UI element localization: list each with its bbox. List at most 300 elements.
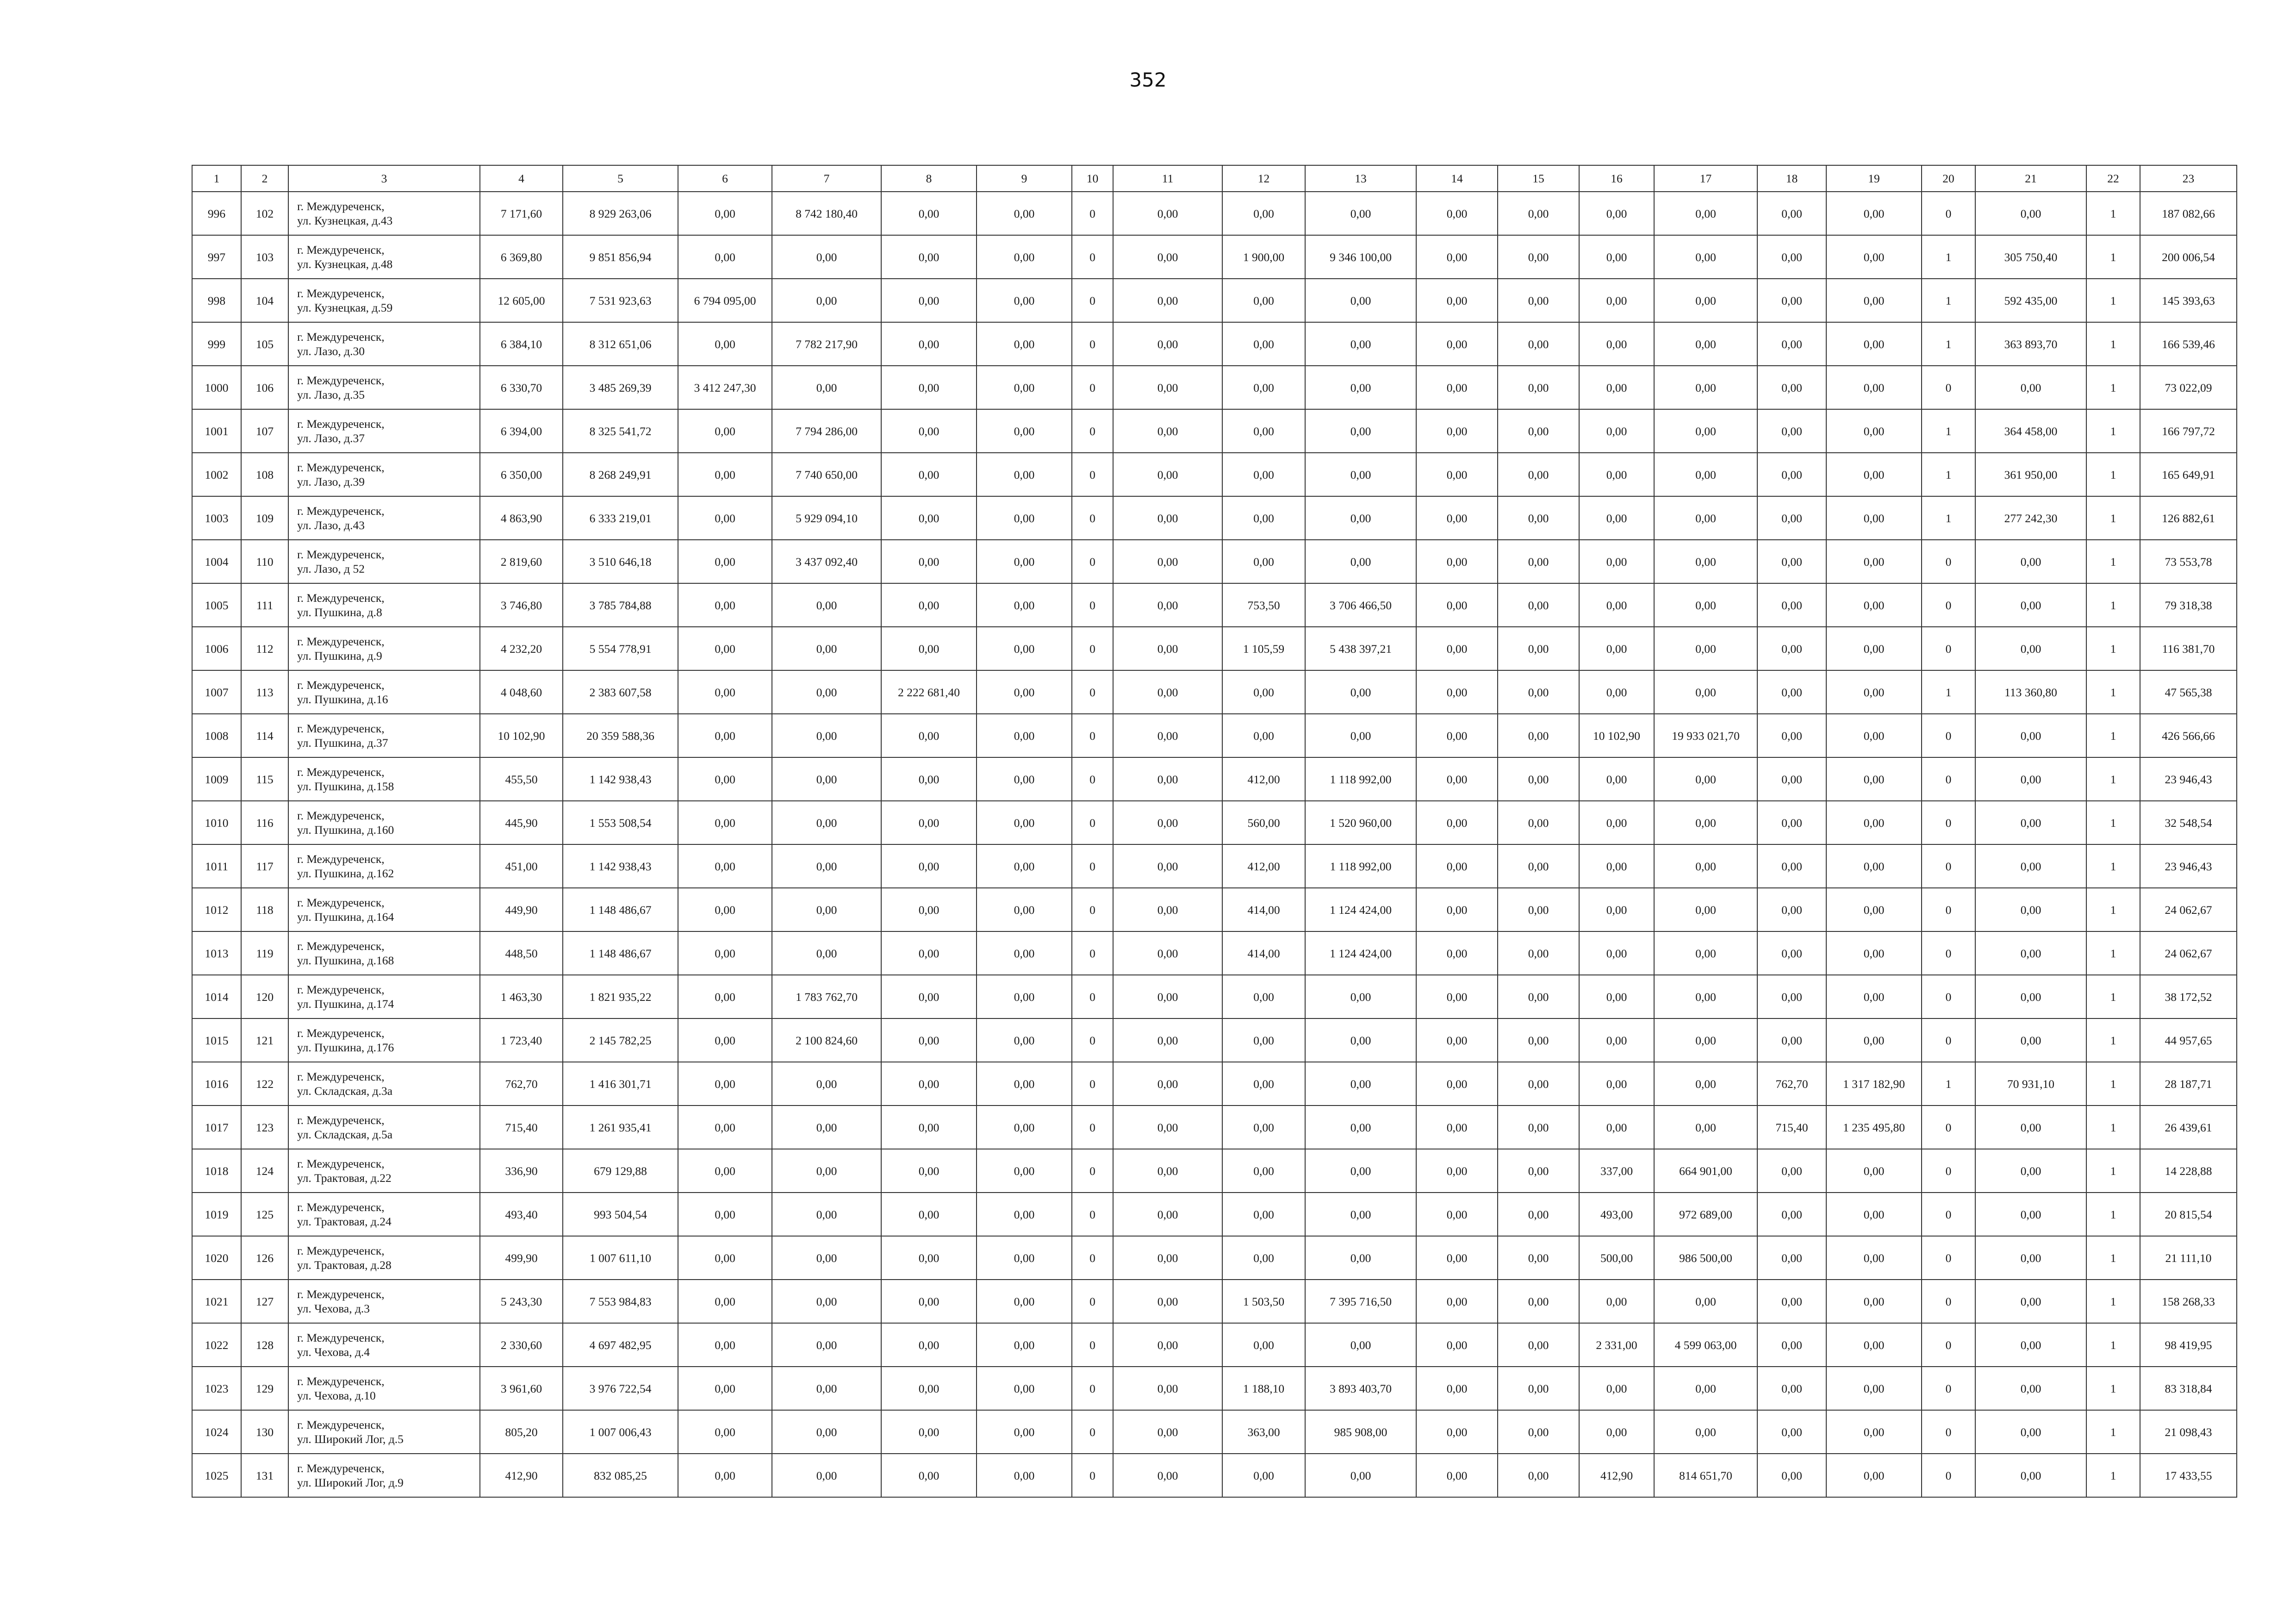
table-cell-col-19: 0,00 [1826,235,1922,279]
table-cell-col-14: 0,00 [1416,279,1498,322]
table-cell-col-2: 129 [241,1367,288,1410]
table-cell-col-20: 0 [1922,975,1975,1018]
table-cell-col-10: 0 [1072,844,1113,888]
table-cell-col-23: 32 548,54 [2140,801,2237,844]
table-cell-col-11: 0,00 [1113,714,1222,757]
address-cell [288,975,480,1018]
table-cell-col-7: 2 100 824,60 [772,1018,881,1062]
table-cell-col-20: 1 [1922,409,1975,453]
table-cell-col-22: 1 [2086,1236,2140,1280]
table-row [192,801,2237,844]
table-cell-col-7: 0,00 [772,279,881,322]
address-city: г. Междуреченск, [297,1026,385,1040]
table-cell-col-12: 0,00 [1222,1106,1305,1149]
table-cell-col-10: 0 [1072,1236,1113,1280]
address-cell [288,801,480,844]
table-cell-col-12: 0,00 [1222,975,1305,1018]
table-cell-col-20: 0 [1922,1410,1975,1454]
table-cell-col-4: 448,50 [480,931,563,975]
table-cell-col-13: 0,00 [1305,409,1416,453]
table-row [192,931,2237,975]
table-cell-col-13: 0,00 [1305,714,1416,757]
table-cell-col-11: 0,00 [1113,1062,1222,1106]
table-cell-col-22: 1 [2086,844,2140,888]
table-cell-col-17: 0,00 [1654,453,1757,496]
address-city: г. Междуреченск, [297,722,385,735]
table-cell-col-19: 0,00 [1826,453,1922,496]
table-row [192,757,2237,801]
table-cell-col-10: 0 [1072,627,1113,670]
table-cell-col-2: 130 [241,1410,288,1454]
table-cell-col-12: 363,00 [1222,1410,1305,1454]
address-cell [288,670,480,714]
table-cell-col-6: 0,00 [678,540,772,583]
table-cell-col-20: 0 [1922,1454,1975,1497]
table-cell-col-17: 0,00 [1654,627,1757,670]
table-cell-col-17: 0,00 [1654,279,1757,322]
table-cell-col-5: 8 268 249,91 [563,453,678,496]
table-cell-col-16: 0,00 [1579,322,1654,366]
address-street: ул. Пушкина, д.16 [297,693,388,706]
table-cell-col-21: 0,00 [1975,1106,2086,1149]
table-cell-col-20: 0 [1922,1193,1975,1236]
table-cell-col-2: 126 [241,1236,288,1280]
table-row [192,496,2237,540]
address-street: ул. Складская, д.5а [297,1128,393,1141]
table-row [192,1236,2237,1280]
table-row [192,975,2237,1018]
table-cell-col-20: 0 [1922,627,1975,670]
table-cell-col-4: 4 048,60 [480,670,563,714]
table-cell-col-16: 0,00 [1579,366,1654,409]
table-cell-col-13: 0,00 [1305,1193,1416,1236]
table-cell-col-17: 0,00 [1654,757,1757,801]
table-cell-col-4: 805,20 [480,1410,563,1454]
table-cell-col-12: 0,00 [1222,322,1305,366]
address-city: г. Междуреченск, [297,330,385,344]
table-row [192,844,2237,888]
table-cell-col-1: 1004 [192,540,241,583]
table-cell-col-2: 117 [241,844,288,888]
table-cell-col-9: 0,00 [977,670,1072,714]
address-street: ул. Складская, д.3а [297,1084,393,1098]
table-cell-col-20: 0 [1922,1236,1975,1280]
table-cell-col-16: 0,00 [1579,931,1654,975]
table-cell-col-13: 1 124 424,00 [1305,931,1416,975]
table-cell-col-10: 0 [1072,670,1113,714]
table-cell-col-14: 0,00 [1416,1323,1498,1367]
table-cell-col-12: 0,00 [1222,1018,1305,1062]
table-cell-col-21: 305 750,40 [1975,235,2086,279]
table-cell-col-8: 0,00 [881,235,977,279]
table-row [192,366,2237,409]
table-cell-col-7: 0,00 [772,1193,881,1236]
table-cell-col-14: 0,00 [1416,496,1498,540]
table-cell-col-22: 1 [2086,453,2140,496]
table-cell-col-12: 0,00 [1222,1323,1305,1367]
table-cell-col-19: 0,00 [1826,583,1922,627]
table-cell-col-6: 0,00 [678,757,772,801]
table-cell-col-8: 0,00 [881,366,977,409]
table-cell-col-23: 145 393,63 [2140,279,2237,322]
table-cell-col-20: 1 [1922,496,1975,540]
table-cell-col-20: 0 [1922,1106,1975,1149]
table-cell-col-22: 1 [2086,1454,2140,1497]
table-cell-col-11: 0,00 [1113,801,1222,844]
table-cell-col-15: 0,00 [1498,1106,1579,1149]
table-cell-col-20: 0 [1922,1018,1975,1062]
address-cell [288,1106,480,1149]
table-cell-col-9: 0,00 [977,1236,1072,1280]
table-cell-col-5: 2 383 607,58 [563,670,678,714]
table-cell-col-20: 0 [1922,931,1975,975]
table-cell-col-1: 998 [192,279,241,322]
table-row [192,1323,2237,1367]
address-cell [288,1454,480,1497]
table-cell-col-20: 0 [1922,1323,1975,1367]
table-cell-col-19: 1 235 495,80 [1826,1106,1922,1149]
address-city: г. Междуреченск, [297,678,385,692]
address-cell [288,366,480,409]
table-cell-col-11: 0,00 [1113,279,1222,322]
column-header-3: 3 [288,165,480,192]
table-cell-col-7: 0,00 [772,801,881,844]
table-cell-col-15: 0,00 [1498,801,1579,844]
table-cell-col-11: 0,00 [1113,670,1222,714]
table-cell-col-19: 0,00 [1826,1323,1922,1367]
address-cell [288,1062,480,1106]
table-cell-col-13: 0,00 [1305,1454,1416,1497]
table-cell-col-14: 0,00 [1416,931,1498,975]
table-cell-col-19: 0,00 [1826,1367,1922,1410]
table-row [192,322,2237,366]
table-cell-col-19: 0,00 [1826,322,1922,366]
table-cell-col-21: 0,00 [1975,975,2086,1018]
table-cell-col-7: 7 740 650,00 [772,453,881,496]
table-cell-col-10: 0 [1072,279,1113,322]
address-cell [288,714,480,757]
address-city: г. Междуреченск, [297,896,385,909]
address-cell [288,1193,480,1236]
table-cell-col-2: 115 [241,757,288,801]
table-cell-col-21: 0,00 [1975,540,2086,583]
table-cell-col-11: 0,00 [1113,1323,1222,1367]
table-cell-col-23: 20 815,54 [2140,1193,2237,1236]
table-cell-col-12: 0,00 [1222,1149,1305,1193]
table-cell-col-15: 0,00 [1498,1236,1579,1280]
table-cell-col-2: 122 [241,1062,288,1106]
table-cell-col-22: 1 [2086,279,2140,322]
table-cell-col-20: 1 [1922,1062,1975,1106]
table-row [192,1062,2237,1106]
table-cell-col-14: 0,00 [1416,192,1498,235]
table-cell-col-9: 0,00 [977,844,1072,888]
table-cell-col-16: 412,90 [1579,1454,1654,1497]
table-cell-col-12: 0,00 [1222,496,1305,540]
table-cell-col-22: 1 [2086,192,2140,235]
table-cell-col-13: 0,00 [1305,366,1416,409]
table-cell-col-13: 0,00 [1305,1062,1416,1106]
table-cell-col-1: 1020 [192,1236,241,1280]
table-cell-col-16: 0,00 [1579,583,1654,627]
table-cell-col-18: 0,00 [1757,801,1826,844]
table-cell-col-17: 0,00 [1654,1280,1757,1323]
table-cell-col-11: 0,00 [1113,366,1222,409]
table-cell-col-2: 108 [241,453,288,496]
table-row [192,1193,2237,1236]
table-cell-col-2: 127 [241,1280,288,1323]
table-cell-col-6: 0,00 [678,1106,772,1149]
table-cell-col-20: 0 [1922,714,1975,757]
table-cell-col-21: 0,00 [1975,1454,2086,1497]
column-header-7: 7 [772,165,881,192]
table-cell-col-20: 1 [1922,322,1975,366]
column-header-19: 19 [1826,165,1922,192]
address-cell [288,1323,480,1367]
table-cell-col-14: 0,00 [1416,801,1498,844]
table-cell-col-2: 110 [241,540,288,583]
table-cell-col-11: 0,00 [1113,844,1222,888]
table-cell-col-19: 0,00 [1826,1236,1922,1280]
table-cell-col-21: 0,00 [1975,366,2086,409]
address-street: ул. Лазо, д 52 [297,562,365,575]
table-cell-col-23: 166 797,72 [2140,409,2237,453]
table-cell-col-9: 0,00 [977,540,1072,583]
table-row [192,1410,2237,1454]
table-row [192,192,2237,235]
table-cell-col-17: 19 933 021,70 [1654,714,1757,757]
table-cell-col-12: 414,00 [1222,931,1305,975]
table-cell-col-5: 1 007 006,43 [563,1410,678,1454]
table-cell-col-13: 0,00 [1305,1018,1416,1062]
table-cell-col-8: 0,00 [881,1018,977,1062]
table-cell-col-2: 112 [241,627,288,670]
table-cell-col-14: 0,00 [1416,975,1498,1018]
table-cell-col-10: 0 [1072,1018,1113,1062]
table-cell-col-6: 0,00 [678,409,772,453]
address-street: ул. Трактовая, д.24 [297,1215,392,1228]
table-cell-col-1: 1018 [192,1149,241,1193]
address-street: ул. Чехова, д.3 [297,1302,370,1315]
table-cell-col-8: 0,00 [881,453,977,496]
table-cell-col-23: 28 187,71 [2140,1062,2237,1106]
table-cell-col-9: 0,00 [977,888,1072,931]
table-cell-col-13: 0,00 [1305,192,1416,235]
address-cell [288,757,480,801]
table-cell-col-16: 0,00 [1579,1018,1654,1062]
table-cell-col-5: 1 553 508,54 [563,801,678,844]
table-cell-col-13: 9 346 100,00 [1305,235,1416,279]
table-cell-col-22: 1 [2086,1280,2140,1323]
table-cell-col-4: 762,70 [480,1062,563,1106]
table-cell-col-10: 0 [1072,235,1113,279]
table-cell-col-22: 1 [2086,1367,2140,1410]
table-row [192,1149,2237,1193]
address-street: ул. Чехова, д.10 [297,1389,376,1402]
table-cell-col-6: 0,00 [678,975,772,1018]
table-cell-col-15: 0,00 [1498,1062,1579,1106]
table-cell-col-11: 0,00 [1113,1018,1222,1062]
table-cell-col-15: 0,00 [1498,888,1579,931]
table-cell-col-14: 0,00 [1416,1236,1498,1280]
column-header-10: 10 [1072,165,1113,192]
table-cell-col-13: 3 706 466,50 [1305,583,1416,627]
table-cell-col-6: 0,00 [678,192,772,235]
table-cell-col-8: 0,00 [881,192,977,235]
table-cell-col-9: 0,00 [977,1018,1072,1062]
table-cell-col-23: 17 433,55 [2140,1454,2237,1497]
table-cell-col-16: 0,00 [1579,975,1654,1018]
table-cell-col-1: 1008 [192,714,241,757]
table-cell-col-5: 9 851 856,94 [563,235,678,279]
table-cell-col-21: 70 931,10 [1975,1062,2086,1106]
table-cell-col-22: 1 [2086,757,2140,801]
table-cell-col-12: 414,00 [1222,888,1305,931]
table-cell-col-5: 3 976 722,54 [563,1367,678,1410]
table-cell-col-12: 0,00 [1222,279,1305,322]
table-cell-col-18: 0,00 [1757,975,1826,1018]
column-header-8: 8 [881,165,977,192]
table-cell-col-4: 2 819,60 [480,540,563,583]
table-cell-col-9: 0,00 [977,931,1072,975]
table-cell-col-23: 73 553,78 [2140,540,2237,583]
table-cell-col-14: 0,00 [1416,888,1498,931]
table-cell-col-4: 3 961,60 [480,1367,563,1410]
table-cell-col-22: 1 [2086,583,2140,627]
address-street: ул. Лазо, д.35 [297,388,365,401]
column-header-17: 17 [1654,165,1757,192]
table-cell-col-14: 0,00 [1416,322,1498,366]
table-cell-col-16: 0,00 [1579,409,1654,453]
table-cell-col-7: 1 783 762,70 [772,975,881,1018]
table-cell-col-2: 113 [241,670,288,714]
table-cell-col-22: 1 [2086,1018,2140,1062]
table-cell-col-21: 0,00 [1975,1367,2086,1410]
table-cell-col-2: 107 [241,409,288,453]
table-cell-col-7: 0,00 [772,366,881,409]
table-cell-col-14: 0,00 [1416,1454,1498,1497]
address-cell [288,453,480,496]
table-cell-col-9: 0,00 [977,1410,1072,1454]
table-cell-col-17: 986 500,00 [1654,1236,1757,1280]
table-cell-col-2: 103 [241,235,288,279]
table-cell-col-15: 0,00 [1498,192,1579,235]
table-cell-col-21: 0,00 [1975,757,2086,801]
table-cell-col-20: 0 [1922,540,1975,583]
table-cell-col-17: 0,00 [1654,409,1757,453]
table-cell-col-18: 0,00 [1757,1236,1826,1280]
column-header-16: 16 [1579,165,1654,192]
table-cell-col-14: 0,00 [1416,409,1498,453]
table-cell-col-13: 985 908,00 [1305,1410,1416,1454]
table-cell-col-5: 1 148 486,67 [563,931,678,975]
address-cell [288,192,480,235]
table-cell-col-14: 0,00 [1416,1280,1498,1323]
table-cell-col-2: 123 [241,1106,288,1149]
table-row [192,627,2237,670]
table-cell-col-14: 0,00 [1416,627,1498,670]
table-cell-col-18: 0,00 [1757,931,1826,975]
table-cell-col-13: 0,00 [1305,1236,1416,1280]
address-city: г. Междуреченск, [297,1374,385,1388]
table-cell-col-9: 0,00 [977,279,1072,322]
table-cell-col-1: 1019 [192,1193,241,1236]
address-city: г. Междуреченск, [297,461,385,474]
address-cell [288,627,480,670]
table-cell-col-10: 0 [1072,1410,1113,1454]
table-cell-col-18: 0,00 [1757,496,1826,540]
table-cell-col-9: 0,00 [977,1106,1072,1149]
table-cell-col-10: 0 [1072,1193,1113,1236]
table-cell-col-6: 0,00 [678,1323,772,1367]
table-cell-col-10: 0 [1072,1149,1113,1193]
table-cell-col-6: 0,00 [678,801,772,844]
table-cell-col-21: 0,00 [1975,627,2086,670]
table-cell-col-20: 0 [1922,801,1975,844]
table-cell-col-7: 5 929 094,10 [772,496,881,540]
table-cell-col-15: 0,00 [1498,540,1579,583]
table-cell-col-15: 0,00 [1498,714,1579,757]
table-cell-col-22: 1 [2086,1149,2140,1193]
table-cell-col-15: 0,00 [1498,627,1579,670]
address-cell [288,1280,480,1323]
table-cell-col-10: 0 [1072,888,1113,931]
table-cell-col-18: 715,40 [1757,1106,1826,1149]
table-cell-col-20: 0 [1922,844,1975,888]
table-cell-col-6: 0,00 [678,1193,772,1236]
table-cell-col-13: 3 893 403,70 [1305,1367,1416,1410]
table-cell-col-23: 200 006,54 [2140,235,2237,279]
address-city: г. Междуреченск, [297,1070,385,1083]
table-cell-col-4: 6 394,00 [480,409,563,453]
table-cell-col-9: 0,00 [977,1062,1072,1106]
table-cell-col-15: 0,00 [1498,279,1579,322]
table-cell-col-4: 7 171,60 [480,192,563,235]
table-cell-col-11: 0,00 [1113,583,1222,627]
table-cell-col-4: 6 330,70 [480,366,563,409]
table-cell-col-8: 0,00 [881,496,977,540]
table-cell-col-15: 0,00 [1498,757,1579,801]
table-cell-col-23: 21 098,43 [2140,1410,2237,1454]
column-header-18: 18 [1757,165,1826,192]
table-cell-col-12: 412,00 [1222,757,1305,801]
table-cell-col-23: 23 946,43 [2140,844,2237,888]
table-cell-col-23: 24 062,67 [2140,888,2237,931]
table-cell-col-18: 0,00 [1757,1410,1826,1454]
address-cell [288,1367,480,1410]
table-cell-col-12: 0,00 [1222,1236,1305,1280]
table-cell-col-16: 0,00 [1579,1106,1654,1149]
table-cell-col-16: 0,00 [1579,757,1654,801]
address-city: г. Междуреченск, [297,635,385,648]
column-header-15: 15 [1498,165,1579,192]
table-cell-col-4: 449,90 [480,888,563,931]
table-cell-col-11: 0,00 [1113,235,1222,279]
table-cell-col-22: 1 [2086,1323,2140,1367]
table-cell-col-7: 0,00 [772,1367,881,1410]
table-cell-col-5: 7 553 984,83 [563,1280,678,1323]
table-cell-col-16: 0,00 [1579,627,1654,670]
table-cell-col-13: 0,00 [1305,1323,1416,1367]
table-cell-col-5: 7 531 923,63 [563,279,678,322]
address-street: ул. Пушкина, д.176 [297,1041,394,1054]
table-cell-col-20: 0 [1922,888,1975,931]
table-cell-col-11: 0,00 [1113,888,1222,931]
table-cell-col-9: 0,00 [977,192,1072,235]
table-cell-col-5: 4 697 482,95 [563,1323,678,1367]
table-cell-col-1: 1016 [192,1062,241,1106]
table-cell-col-13: 0,00 [1305,496,1416,540]
